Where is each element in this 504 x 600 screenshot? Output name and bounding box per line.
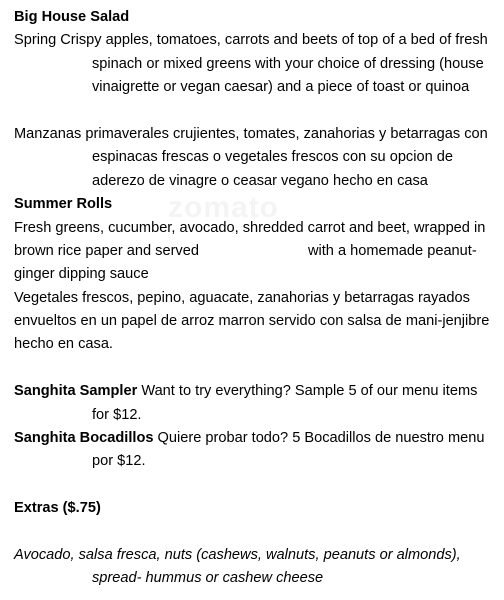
sampler-line <box>14 380 498 403</box>
sampler-text: Want to try everything? Sample 5 of our menu items <box>137 383 478 400</box>
spacer <box>14 521 498 544</box>
bocadillos-text: Quiere probar todo? 5 Bocadillos de nuestro menu <box>153 430 485 447</box>
extras-title: Extras ($.75) <box>14 500 101 517</box>
rolls-desc-en-line: Fresh greens, cucumber, avocado, shredded carrot and beet, wrapped in <box>14 219 486 236</box>
rolls-desc-en-part: with a homemade peanut- <box>307 242 477 259</box>
sampler-section <box>14 380 498 427</box>
bocadillos-title: Sanghita Bocadillos <box>14 430 154 447</box>
rolls-desc-es-line: Vegetales frescos, pepino, aguacate, zanahorias y betarragas rayados <box>14 289 470 306</box>
rolls-desc-en-line: ginger dipping sauce <box>14 266 149 283</box>
rolls-title: Summer Rolls <box>14 196 113 213</box>
rolls-desc-es-line: hecho en casa. <box>14 336 113 353</box>
salad-desc-en-line: Spring Crispy apples, tomatoes, carrots and beets of top of a bed of fresh <box>14 32 488 49</box>
bocadillos-section <box>14 427 498 474</box>
salad-desc-es-line: Manzanas primaverales crujientes, tomates, zanahorias y betarragas con <box>14 125 488 142</box>
rolls-desc-es-line: envueltos en un papel de arroz marron servido con salsa de mani-jenjibre <box>14 313 490 330</box>
salad-section <box>14 6 498 193</box>
salad-title: Big House Salad <box>14 9 130 25</box>
extras-item-line: spread- hummus or cashew cheese <box>92 570 324 587</box>
bocadillos-price: por $12. <box>92 453 146 470</box>
salad-desc-en-line: spinach or mixed greens with your choice of dressing (house <box>92 55 484 72</box>
spacer <box>14 474 498 497</box>
extras-section <box>14 497 498 591</box>
rolls-desc-en-part: brown rice paper and served <box>14 242 199 259</box>
menu-page <box>14 6 498 591</box>
bocadillos-line <box>14 427 498 450</box>
extras-item-line: Avocado, salsa fresca, nuts (cashews, walnuts, peanuts or almonds), <box>14 546 461 563</box>
sampler-price: for $12. <box>92 406 142 423</box>
salad-desc-es-line: aderezo de vinagre o ceasar vegano hecho en casa <box>92 172 428 189</box>
salad-desc-en-line: vinaigrette or vegan caesar) and a piece of toast or quinoa <box>92 79 470 96</box>
rolls-section <box>14 193 498 357</box>
rolls-desc-en-line <box>14 240 498 263</box>
spacer <box>14 357 498 380</box>
sampler-title: Sanghita Sampler <box>14 383 138 400</box>
spacer <box>14 100 498 123</box>
salad-desc-es-line: espinacas frescas o vegetales frescos con su opcion de <box>92 149 453 166</box>
